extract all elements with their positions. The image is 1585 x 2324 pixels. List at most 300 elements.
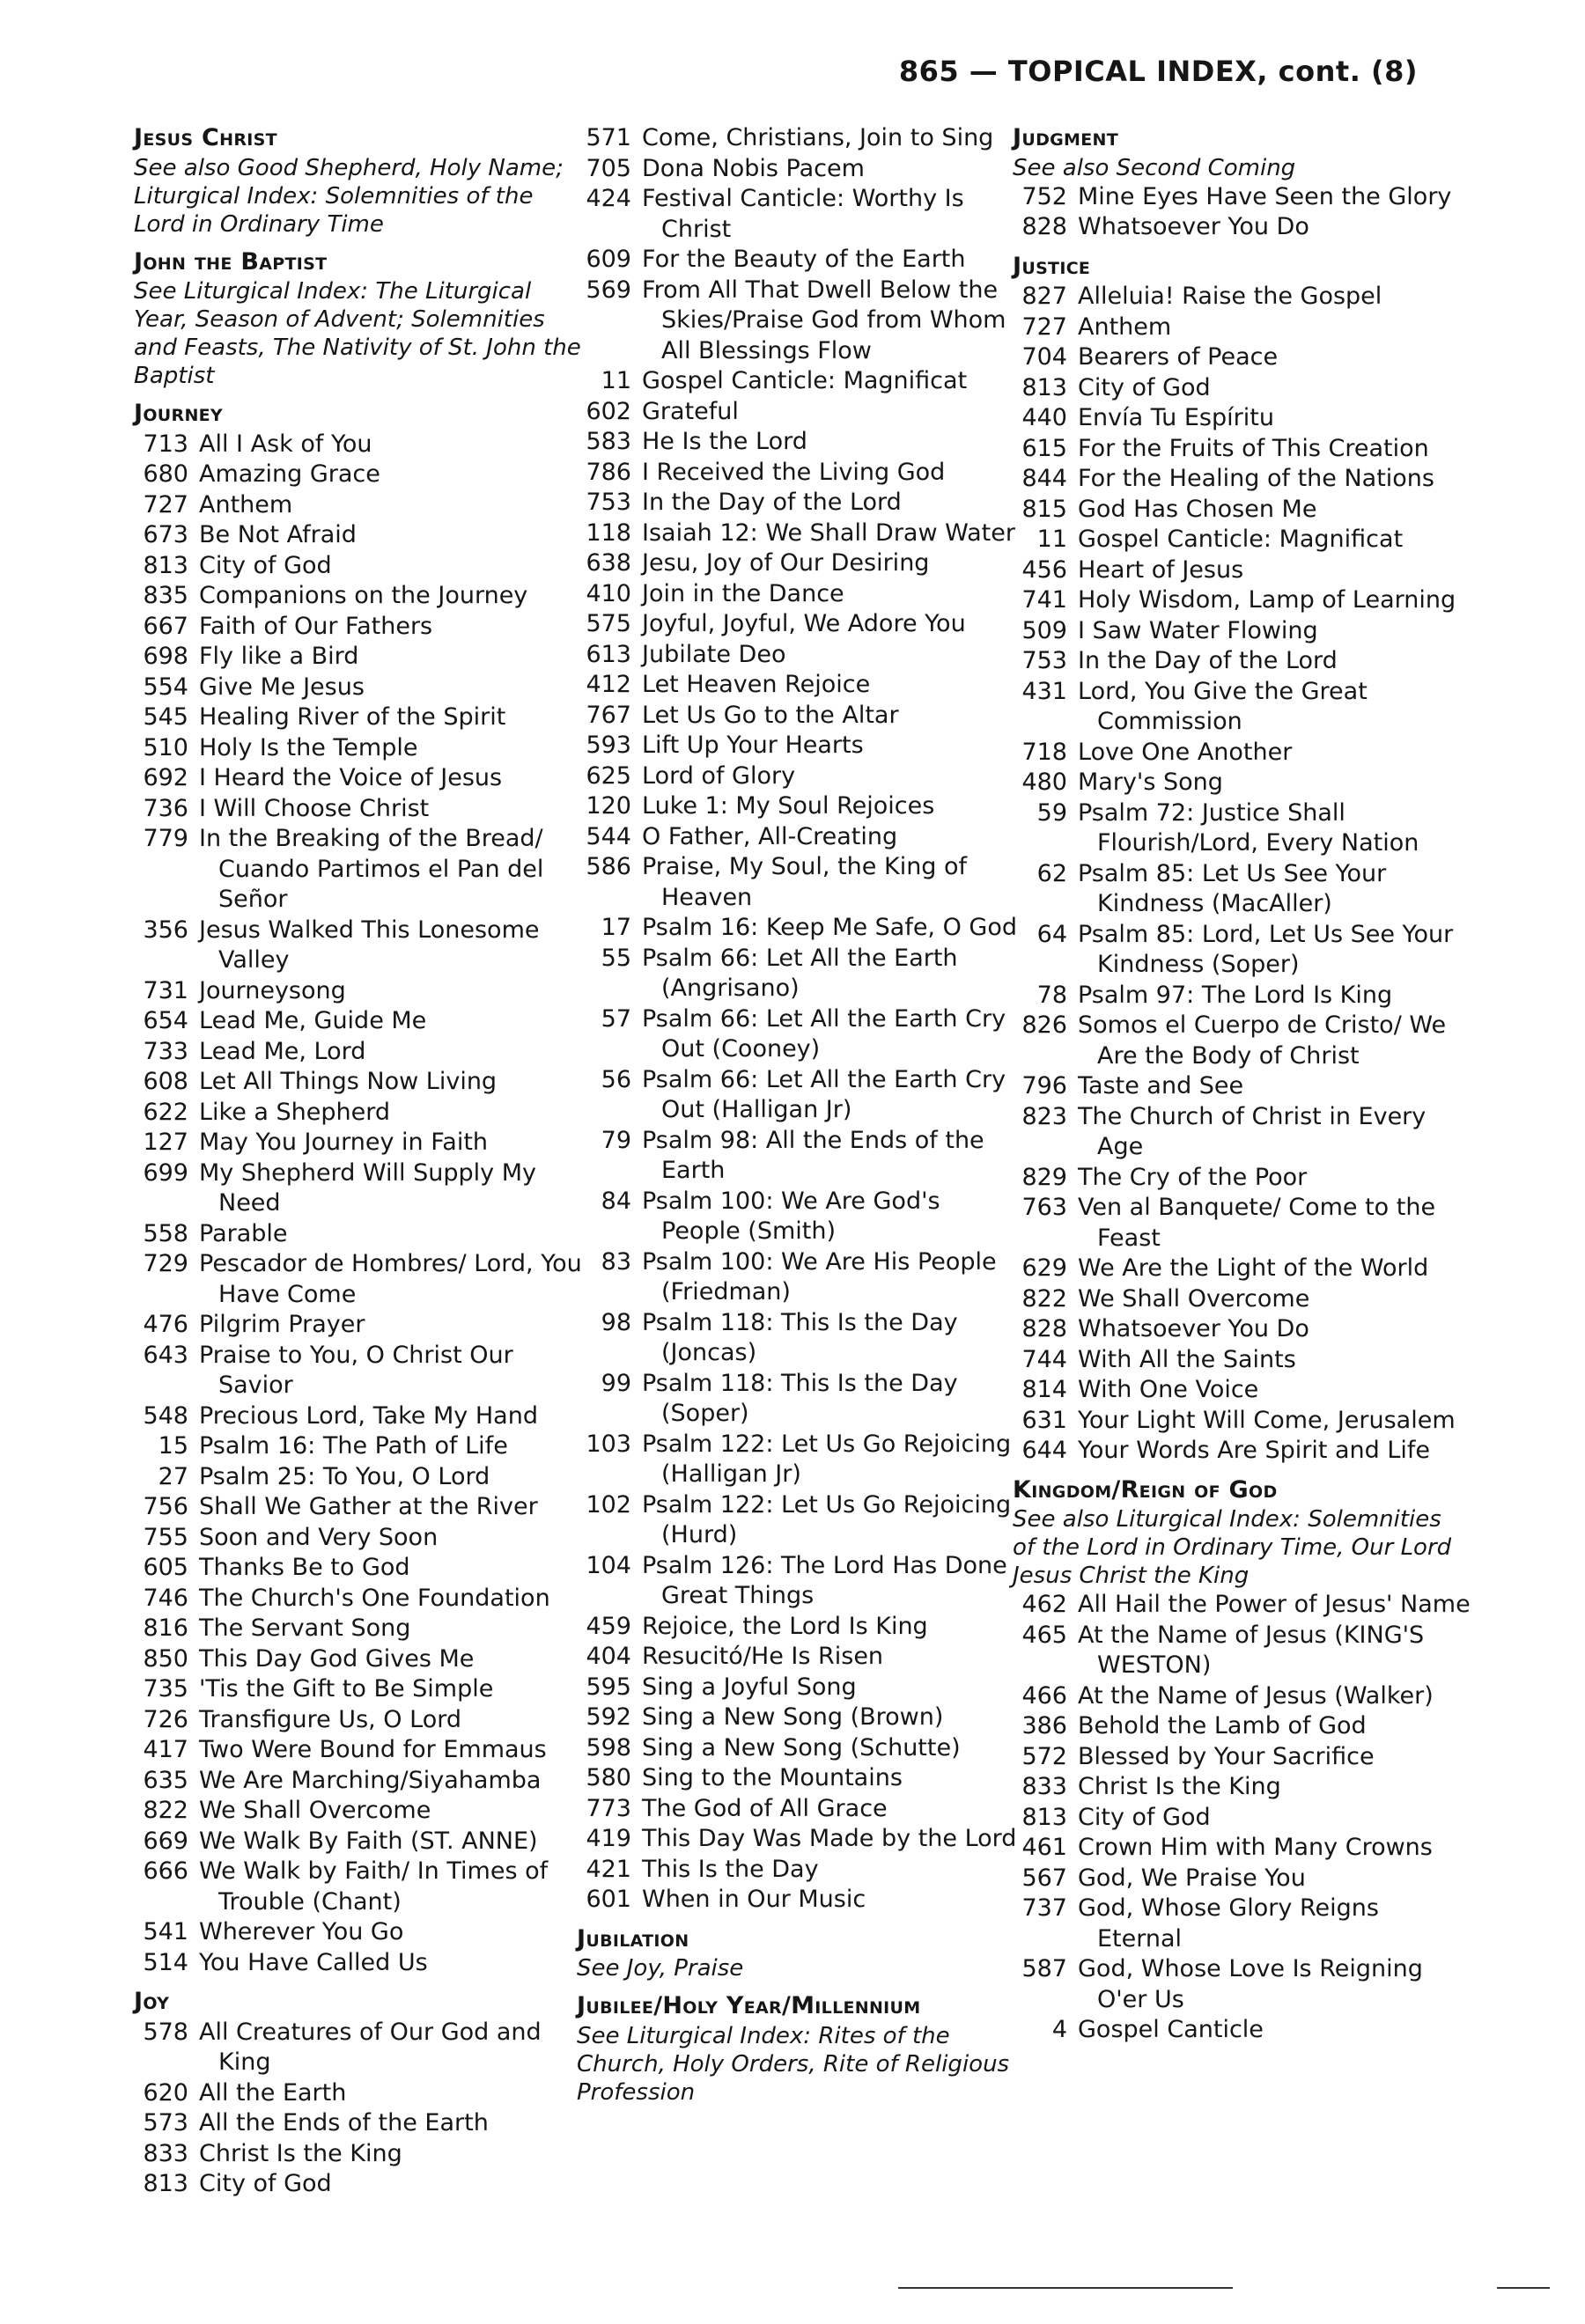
hymn-number: 815 — [1021, 495, 1067, 523]
index-entry — [577, 1673, 1026, 1703]
hymn-title: O Father, All-Creating — [642, 822, 898, 850]
index-entry — [134, 1948, 583, 1979]
index-entry — [134, 1431, 583, 1462]
index-entry — [1013, 646, 1471, 677]
hymn-number: 545 — [143, 703, 188, 731]
hymn-title: Luke 1: My Soul Rejoices — [642, 792, 935, 820]
hymn-title: Gospel Canticle: Magnificat — [1078, 526, 1404, 553]
index-entry — [134, 1917, 583, 1948]
hymn-title: Bearers of Peace — [1078, 343, 1279, 371]
index-entry — [577, 1490, 1026, 1551]
hymn-number: 78 — [1036, 981, 1067, 1009]
index-entry — [134, 2108, 583, 2139]
section-heading: Judgment — [1013, 124, 1118, 151]
hymn-title: Blessed by Your Sacrifice — [1078, 1742, 1375, 1770]
index-entry — [577, 1004, 1026, 1065]
hymn-number: 598 — [586, 1733, 631, 1761]
hymn-number: 752 — [1021, 182, 1067, 210]
hymn-title: For the Fruits of This Creation — [1078, 434, 1429, 462]
hymn-title: Psalm 97: The Lord Is King — [1078, 981, 1393, 1009]
index-entry — [577, 1733, 1026, 1764]
hymn-number: 613 — [586, 640, 631, 668]
hymn-number: 462 — [1021, 1591, 1067, 1618]
hymn-title: I Heard the Voice of Jesus — [199, 764, 503, 791]
hymn-number: 419 — [586, 1825, 631, 1852]
hymn-title: Alleluia! Raise the Gospel — [1078, 283, 1382, 310]
hymn-number: 64 — [1036, 920, 1067, 948]
hymn-number: 15 — [158, 1432, 188, 1460]
hymn-number: 27 — [158, 1462, 188, 1490]
hymn-number: 733 — [143, 1037, 188, 1065]
hymn-title: Psalm 100: We Are God's People (Smith) — [642, 1187, 940, 1245]
hymn-number: 826 — [1021, 1011, 1067, 1039]
hymn-title: Heart of Jesus — [1078, 555, 1244, 584]
hymn-title: All the Ends of the Earth — [199, 2109, 489, 2136]
index-entry — [1013, 1406, 1471, 1437]
hymn-title: This Is the Day — [642, 1855, 819, 1883]
hymn-number: 558 — [143, 1219, 188, 1247]
hymn-title: Psalm 66: Let All the Earth (Angrisano) — [642, 944, 958, 1002]
hymn-number: 575 — [586, 610, 631, 637]
hymn-title: City of God — [199, 2170, 332, 2197]
index-entry — [577, 913, 1026, 944]
hymn-number: 580 — [586, 1764, 631, 1791]
hymn-title: Rejoice, the Lord Is King — [642, 1612, 928, 1640]
index-entry — [577, 670, 1026, 701]
hymn-title: Holy Is the Temple — [199, 733, 418, 761]
hymn-number: 814 — [1021, 1376, 1067, 1403]
hymn-title: The Servant Song — [199, 1614, 411, 1642]
index-entry — [134, 1614, 583, 1644]
index-entry — [1013, 1375, 1471, 1406]
index-entry — [1013, 1345, 1471, 1376]
index-entry — [134, 824, 583, 916]
index-entry — [577, 1612, 1026, 1643]
hymn-title: From All That Dwell Below the Skies/Praise God from Whom All Blessings Flow — [642, 276, 1006, 364]
index-entry — [1013, 981, 1471, 1011]
hymn-number: 625 — [586, 761, 631, 790]
hymn-number: 822 — [1021, 1284, 1067, 1313]
hymn-title: Love One Another — [1078, 738, 1293, 766]
index-entry — [577, 1885, 1026, 1916]
hymn-title: Faith of Our Fathers — [199, 612, 433, 640]
hymn-title: Psalm 16: The Path of Life — [199, 1432, 508, 1460]
hymn-number: 98 — [601, 1308, 631, 1336]
hymn-number: 587 — [1021, 1955, 1067, 1982]
index-entry — [134, 1098, 583, 1129]
hymn-number: 79 — [601, 1126, 631, 1154]
hymn-number: 461 — [1021, 1834, 1067, 1861]
hymn-number: 456 — [1021, 555, 1067, 584]
index-entry — [1013, 1833, 1471, 1864]
index-entry — [1013, 1011, 1471, 1071]
index-entry — [134, 1037, 583, 1068]
hymn-title: My Shepherd Will Supply My Need — [199, 1158, 536, 1217]
index-entry — [134, 1341, 583, 1401]
hymn-title: Let All Things Now Living — [199, 1068, 498, 1095]
index-entry — [577, 1187, 1026, 1247]
index-entry — [577, 761, 1026, 792]
hymn-number: 744 — [1021, 1345, 1067, 1373]
index-entry — [577, 1430, 1026, 1490]
hymn-title: With One Voice — [1078, 1376, 1259, 1403]
hymn-number: 586 — [586, 853, 631, 880]
hymn-title: Your Words Are Spirit and Life — [1078, 1437, 1431, 1464]
hymn-title: City of God — [199, 551, 332, 579]
index-entry — [1013, 555, 1471, 586]
index-entry — [1013, 1071, 1471, 1102]
index-entry — [577, 1308, 1026, 1369]
hymn-title: Jesu, Joy of Our Desiring — [642, 549, 930, 577]
hymn-title: Psalm 98: All the Ends of the Earth — [642, 1126, 984, 1184]
index-entry — [134, 1553, 583, 1584]
section-heading: Justice — [1013, 252, 1091, 280]
hymn-number: 816 — [143, 1614, 188, 1642]
index-entry — [134, 1492, 583, 1523]
hymn-number: 514 — [143, 1948, 188, 1976]
hymn-number: 741 — [1021, 586, 1067, 614]
hymn-number: 718 — [1021, 738, 1067, 766]
hymn-number: 699 — [143, 1158, 188, 1187]
hymn-title: Psalm 118: This Is the Day (Soper) — [642, 1369, 958, 1427]
index-entry — [1013, 1314, 1471, 1345]
index-entry — [1013, 182, 1471, 213]
hymn-title: Behold the Lamb of God — [1078, 1712, 1367, 1739]
index-entry — [134, 733, 583, 764]
hymn-title: Wherever You Go — [199, 1918, 404, 1945]
index-entry — [134, 490, 583, 521]
hymn-number: 510 — [143, 733, 188, 761]
index-entry — [577, 731, 1026, 761]
hymn-title: In the Day of the Lord — [642, 489, 902, 516]
index-entry — [577, 791, 1026, 822]
index-entry — [1013, 585, 1471, 616]
hymn-title: Lord, You Give the Great Commission — [1078, 677, 1368, 735]
index-entry — [134, 460, 583, 490]
hymn-number: 431 — [1021, 677, 1067, 705]
hymn-title: God Has Chosen Me — [1078, 495, 1317, 523]
hymn-number: 386 — [1021, 1712, 1067, 1739]
hymn-number: 84 — [601, 1187, 631, 1215]
section-heading: Jesus Christ — [134, 124, 277, 151]
index-entry — [134, 581, 583, 612]
hymn-number: 578 — [143, 2018, 188, 2046]
index-entry — [577, 123, 1026, 154]
hymn-number: 667 — [143, 612, 188, 640]
hymn-number: 813 — [143, 2170, 188, 2197]
hymn-number: 746 — [143, 1584, 188, 1612]
index-entry — [134, 2078, 583, 2109]
hymn-number: 120 — [586, 792, 631, 820]
index-entry — [1013, 1284, 1471, 1315]
hymn-number: 592 — [586, 1703, 631, 1731]
hymn-title: Psalm 126: The Lord Has Done Great Things — [642, 1551, 1007, 1609]
index-entry — [134, 1006, 583, 1037]
index-entry — [134, 673, 583, 703]
index-entry — [1013, 1864, 1471, 1894]
hymn-title: Psalm 66: Let All the Earth Cry Out (Cooney) — [642, 1004, 1006, 1063]
index-entry — [134, 642, 583, 673]
hymn-number: 571 — [586, 124, 631, 151]
hymn-title: Mine Eyes Have Seen the Glory — [1078, 182, 1452, 210]
index-entry — [134, 976, 583, 1007]
hymn-title: Lead Me, Lord — [199, 1037, 366, 1065]
hymn-number: 635 — [143, 1766, 188, 1794]
index-entry — [1013, 1436, 1471, 1467]
index-entry — [577, 276, 1026, 367]
hymn-title: All I Ask of You — [199, 430, 372, 458]
index-entry — [1013, 738, 1471, 769]
index-entry — [577, 1642, 1026, 1673]
hymn-title: He Is the Lord — [642, 428, 807, 455]
hymn-title: Joyful, Joyful, We Adore You — [642, 610, 966, 637]
index-entry — [1013, 1803, 1471, 1834]
hymn-title: All Creatures of Our God and King — [199, 2018, 542, 2076]
section-heading: Kingdom/Reign of God — [1013, 1475, 1278, 1504]
hymn-title: Isaiah 12: We Shall Draw Water — [642, 518, 1015, 547]
hymn-number: 480 — [1021, 769, 1067, 796]
footer-rule — [898, 2287, 1233, 2289]
hymn-title: Give Me Jesus — [199, 673, 365, 701]
hymn-title: The Church's One Foundation — [199, 1584, 550, 1612]
footer-rule-right — [1497, 2287, 1550, 2289]
hymn-title: Psalm 72: Justice Shall Flourish/Lord, Every Nation — [1078, 798, 1419, 857]
hymn-title: Sing to the Mountains — [642, 1764, 903, 1791]
index-entry — [577, 1855, 1026, 1886]
hymn-title: Somos el Cuerpo de Cristo/ We Are the Body of Christ — [1078, 1011, 1447, 1070]
hymn-title: The Church of Christ in Every Age — [1078, 1102, 1426, 1160]
index-entry — [577, 245, 1026, 276]
hymn-title: Pilgrim Prayer — [199, 1311, 365, 1338]
hymn-title: Psalm 122: Let Us Go Rejoicing (Halligan Jr) — [642, 1430, 1012, 1488]
section-heading: Journey — [134, 400, 223, 427]
hymn-number: 356 — [143, 916, 188, 944]
index-entry — [1013, 1254, 1471, 1284]
hymn-number: 737 — [1021, 1894, 1067, 1922]
see-also-note: See also Good Shepherd, Holy Name; Liturgical Index: Solemnities of the Lord in Ordinary Time — [134, 154, 564, 238]
hymn-number: 572 — [1021, 1742, 1067, 1770]
hymn-number: 736 — [143, 794, 188, 822]
hymn-title: Anthem — [199, 490, 293, 518]
hymn-number: 833 — [143, 2139, 188, 2167]
hymn-number: 57 — [601, 1004, 631, 1033]
index-entry — [1013, 859, 1471, 920]
hymn-number: 83 — [601, 1247, 631, 1276]
see-also-note: See Liturgical Index: Rites of the Church, Holy Orders, Rite of Religious Profession — [577, 2022, 1010, 2106]
hymn-number: 622 — [143, 1098, 188, 1126]
index-entry — [134, 2139, 583, 2170]
hymn-number: 509 — [1021, 616, 1067, 644]
hymn-number: 835 — [143, 582, 188, 609]
hymn-number: 59 — [1036, 798, 1067, 827]
hymn-title: At the Name of Jesus (KING'S WESTON) — [1078, 1621, 1425, 1679]
hymn-title: Whatsoever You Do — [1078, 1315, 1309, 1342]
index-entry — [134, 1523, 583, 1554]
hymn-title: This Day God Gives Me — [199, 1644, 475, 1673]
hymn-title: In the Day of the Lord — [1078, 647, 1338, 674]
hymn-title: Let Us Go to the Altar — [642, 701, 899, 729]
section-heading: Joy — [134, 1988, 170, 2015]
hymn-title: Sing a New Song (Brown) — [642, 1703, 944, 1731]
index-entry — [1013, 403, 1471, 434]
index-entry — [577, 579, 1026, 610]
hymn-title: Amazing Grace — [199, 460, 380, 488]
hymn-number: 833 — [1021, 1773, 1067, 1800]
hymn-title: Gospel Canticle: Magnificat — [642, 367, 968, 394]
hymn-number: 786 — [586, 458, 631, 486]
hymn-number: 608 — [143, 1068, 188, 1095]
hymn-title: Mary's Song — [1078, 769, 1223, 796]
hymn-number: 813 — [1021, 373, 1067, 401]
index-entry — [134, 1128, 583, 1158]
hymn-title: Thanks Be to God — [199, 1554, 410, 1581]
index-entry — [134, 1067, 583, 1098]
index-entry — [577, 852, 1026, 913]
hymn-title: Anthem — [1078, 313, 1172, 341]
index-entry — [577, 184, 1026, 245]
hymn-number: 828 — [1021, 1315, 1067, 1342]
hymn-title: Taste and See — [1078, 1072, 1244, 1099]
hymn-title: Shall We Gather at the River — [199, 1493, 538, 1520]
index-entry — [1013, 1163, 1471, 1194]
hymn-title: Crown Him with Many Crowns — [1078, 1834, 1433, 1861]
hymn-number: 767 — [586, 701, 631, 729]
hymn-title: I Will Choose Christ — [199, 794, 430, 822]
index-entry — [577, 640, 1026, 671]
hymn-title: Two Were Bound for Emmaus — [199, 1736, 547, 1763]
index-entry — [1013, 1954, 1471, 2015]
hymn-number: 104 — [586, 1551, 631, 1579]
hymn-title: Parable — [199, 1219, 288, 1247]
hymn-number: 465 — [1021, 1621, 1067, 1649]
hymn-number: 666 — [143, 1857, 188, 1885]
hymn-title: Like a Shepherd — [199, 1098, 391, 1126]
hymn-number: 602 — [586, 397, 631, 425]
hymn-title: Christ Is the King — [1078, 1773, 1281, 1800]
hymn-title: In the Breaking of the Bread/ Cuando Partimos el Pan del Señor — [199, 825, 544, 913]
hymn-number: 692 — [143, 764, 188, 791]
hymn-number: 813 — [143, 551, 188, 579]
hymn-number: 601 — [586, 1886, 631, 1913]
hymn-number: 548 — [143, 1401, 188, 1430]
hymn-title: Sing a Joyful Song — [642, 1673, 857, 1701]
index-entry — [1013, 1193, 1471, 1254]
index-entry — [577, 1824, 1026, 1855]
index-entry — [1013, 282, 1471, 313]
hymn-title: Psalm 66: Let All the Earth Cry Out (Halligan Jr) — [642, 1065, 1006, 1123]
hymn-title: We Shall Overcome — [199, 1797, 431, 1824]
index-entry — [1013, 495, 1471, 526]
index-entry — [577, 154, 1026, 185]
hymn-title: Christ Is the King — [199, 2139, 402, 2167]
hymn-title: Psalm 16: Keep Me Safe, O God — [642, 914, 1018, 941]
index-entry — [1013, 616, 1471, 647]
hymn-number: 704 — [1021, 343, 1067, 371]
index-entry — [577, 1763, 1026, 1794]
hymn-title: God, We Praise You — [1078, 1864, 1306, 1892]
index-entry — [134, 2018, 583, 2078]
index-entry — [134, 1735, 583, 1766]
hymn-number: 638 — [586, 549, 631, 577]
hymn-number: 753 — [1021, 647, 1067, 674]
hymn-number: 669 — [143, 1827, 188, 1855]
page-header: 865 — TOPICAL INDEX, cont. (8) — [898, 55, 1418, 88]
index-entry — [1013, 1681, 1471, 1712]
hymn-number: 629 — [1021, 1254, 1067, 1282]
hymn-number: 459 — [586, 1612, 631, 1640]
index-entry — [577, 1794, 1026, 1825]
hymn-number: 127 — [143, 1129, 188, 1156]
hymn-number: 698 — [143, 643, 188, 670]
hymn-number: 412 — [586, 671, 631, 698]
hymn-number: 755 — [143, 1523, 188, 1551]
hymn-title: When in Our Music — [642, 1886, 866, 1913]
index-entry — [134, 1857, 583, 1917]
index-entry — [134, 1705, 583, 1736]
hymn-title: Jesus Walked This Lonesome Valley — [199, 916, 540, 974]
index-entry — [1013, 1772, 1471, 1803]
index-entry — [577, 1126, 1026, 1187]
hymn-title: We Are Marching/Siyahamba — [199, 1766, 542, 1794]
hymn-title: Your Light Will Come, Jerusalem — [1078, 1406, 1456, 1434]
hymn-number: 99 — [601, 1369, 631, 1397]
index-entry — [577, 1369, 1026, 1430]
hymn-number: 103 — [586, 1430, 631, 1458]
index-entry — [134, 763, 583, 794]
hymn-title: Psalm 100: We Are His People (Friedman) — [642, 1247, 997, 1305]
section-heading: Jubilation — [577, 1924, 689, 1953]
hymn-number: 569 — [586, 276, 631, 304]
hymn-title: Dona Nobis Pacem — [642, 154, 865, 182]
index-entry — [577, 427, 1026, 458]
hymn-number: 631 — [1021, 1406, 1067, 1434]
index-entry — [134, 430, 583, 460]
index-entry — [577, 518, 1026, 549]
hymn-number: 726 — [143, 1705, 188, 1733]
hymn-title: Praise, My Soul, the King of Heaven — [642, 853, 968, 911]
index-entry — [1013, 1711, 1471, 1742]
hymn-title: The God of All Grace — [642, 1794, 888, 1822]
hymn-number: 421 — [586, 1855, 631, 1883]
hymn-number: 779 — [143, 825, 188, 852]
index-entry — [577, 1065, 1026, 1126]
hymn-title: I Saw Water Flowing — [1078, 616, 1318, 644]
hymn-number: 417 — [143, 1736, 188, 1763]
index-column-1 — [134, 123, 583, 2200]
hymn-title: I Received the Living God — [642, 458, 946, 486]
index-entry — [1013, 2015, 1471, 2046]
hymn-number: 729 — [143, 1250, 188, 1277]
index-entry — [1013, 677, 1471, 738]
hymn-title: Journeysong — [199, 976, 346, 1004]
hymn-number: 595 — [586, 1673, 631, 1701]
index-entry — [577, 1247, 1026, 1308]
hymn-number: 620 — [143, 2078, 188, 2107]
hymn-number: 440 — [1021, 404, 1067, 431]
hymn-title: With All the Saints — [1078, 1345, 1296, 1373]
index-entry — [134, 1796, 583, 1827]
index-entry — [134, 551, 583, 582]
index-entry — [1013, 313, 1471, 343]
hymn-title: Gospel Canticle — [1078, 2016, 1264, 2043]
index-entry — [577, 1703, 1026, 1733]
hymn-number: 735 — [143, 1675, 188, 1703]
index-entry — [1013, 920, 1471, 981]
index-entry — [134, 520, 583, 551]
index-entry — [134, 1249, 583, 1310]
hymn-title: At the Name of Jesus (Walker) — [1078, 1681, 1434, 1710]
hymn-title: Lead Me, Guide Me — [199, 1007, 427, 1034]
